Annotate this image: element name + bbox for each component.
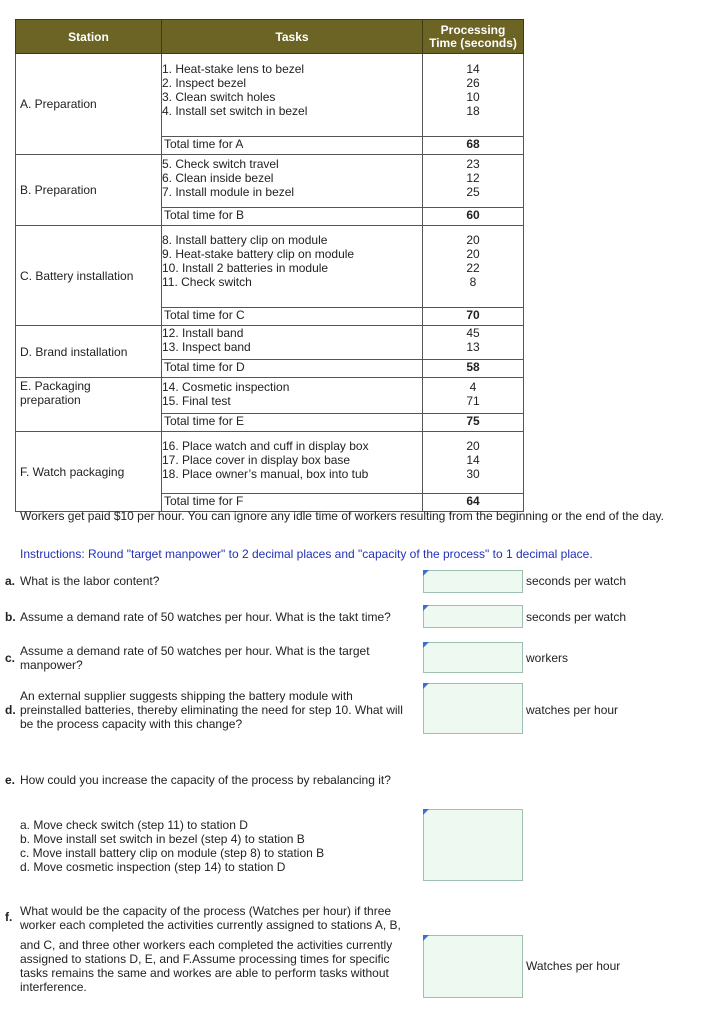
- answer-d-unit: watches per hour: [526, 703, 619, 717]
- task-time: 12: [466, 171, 480, 185]
- answer-a-unit: seconds per watch: [526, 574, 627, 588]
- station-name: D. Brand installation: [20, 344, 128, 359]
- question-f-text-bottom: and C, and three other workers each completed the activities currently assigned to stations D, E, and F.Assume processing times for specific tasks remains the same and workes are able to perform tasks without interference.: [20, 938, 393, 994]
- station-name: A. Preparation: [20, 97, 97, 111]
- station-name: C. Battery installation: [20, 268, 134, 283]
- table-row: [16, 432, 524, 494]
- table-row: [16, 226, 524, 308]
- total-value: 68: [423, 137, 524, 155]
- answer-f-input[interactable]: [423, 935, 523, 998]
- task-time: 14: [466, 62, 480, 76]
- question-f-text-top: What would be the capacity of the process (Watches per hour) if three worker each completed the activities currently assigned to stations A, B,: [20, 904, 401, 932]
- question-e-text: How could you increase the capacity of the process by rebalancing it?: [20, 773, 391, 787]
- task-time: 25: [466, 185, 480, 199]
- answer-a-input[interactable]: [423, 570, 523, 593]
- task-time: 20: [466, 439, 480, 453]
- total-label: Total time for B: [162, 208, 423, 226]
- question-a-letter: a.: [5, 574, 16, 588]
- table-row: [16, 378, 524, 414]
- header-tasks: Tasks: [162, 20, 423, 54]
- task: 8. Install battery clip on module: [162, 233, 328, 247]
- task: 4. Install set switch in bezel: [162, 104, 308, 118]
- task-time: 10: [466, 90, 480, 104]
- answer-e-input[interactable]: [423, 809, 523, 881]
- instructions: Instructions: Round "target manpower" to 2 decimal places and "capacity of the process" to 1 decimal place.: [20, 547, 593, 561]
- table-row: [16, 155, 524, 208]
- task: 14. Cosmetic inspection: [162, 380, 290, 394]
- task: 12. Install band: [162, 326, 244, 340]
- question-d-letter: d.: [5, 703, 16, 717]
- question-e-letter: e.: [5, 773, 16, 787]
- answer-b-input[interactable]: [423, 605, 523, 628]
- station-name: B. Preparation: [20, 183, 97, 197]
- option-a: a. Move check switch (step 11) to station D: [20, 818, 248, 832]
- task-time: 20: [466, 233, 480, 247]
- total-value: 75: [423, 414, 524, 432]
- task: 13. Inspect band: [162, 340, 251, 354]
- header-station: Station: [16, 20, 162, 54]
- task-time: 45: [466, 326, 480, 340]
- total-label: Total time for F: [162, 494, 423, 512]
- answer-d-input[interactable]: [423, 683, 523, 734]
- task-time: 23: [466, 157, 480, 171]
- question-b-text: Assume a demand rate of 50 watches per hour. What is the takt time?: [20, 610, 391, 624]
- task: 2. Inspect bezel: [162, 76, 247, 90]
- option-d: d. Move cosmetic inspection (step 14) to station D: [20, 860, 286, 874]
- task-time: 30: [466, 467, 480, 481]
- task-time: 8: [469, 275, 477, 289]
- task: 3. Clean switch holes: [162, 90, 276, 104]
- task: 7. Install module in bezel: [162, 185, 295, 199]
- task: 11. Check switch: [162, 275, 252, 289]
- total-label: Total time for C: [162, 308, 423, 326]
- task: 9. Heat-stake battery clip on module: [162, 247, 355, 261]
- question-c-letter: c.: [5, 651, 16, 665]
- question-c-text: Assume a demand rate of 50 watches per hour. What is the target manpower?: [20, 644, 370, 672]
- total-label: Total time for D: [162, 359, 423, 377]
- table-header-row: [16, 20, 524, 54]
- total-label: Total time for A: [162, 137, 423, 155]
- station-name: E. Packaging preparation: [20, 379, 91, 407]
- option-b: b. Move install set switch in bezel (step 4) to station B: [20, 832, 305, 846]
- answer-f-unit: Watches per hour: [526, 959, 621, 973]
- task: 17. Place cover in display box base: [162, 453, 351, 467]
- task: 16. Place watch and cuff in display box: [162, 439, 369, 453]
- task: 5. Check switch travel: [162, 157, 279, 171]
- station-task-table: [15, 19, 524, 512]
- task: 1. Heat-stake lens to bezel: [162, 62, 305, 76]
- task: 15. Final test: [162, 394, 231, 408]
- answer-c-input[interactable]: [423, 642, 523, 673]
- task: 10. Install 2 batteries in module: [162, 261, 329, 275]
- total-value: 58: [423, 359, 524, 377]
- table-row: [16, 326, 524, 360]
- question-f-letter: f.: [5, 910, 13, 924]
- option-c: c. Move install battery clip on module (step 8) to station B: [20, 846, 325, 860]
- header-processing-time: Processing Time (seconds): [423, 20, 524, 54]
- total-value: 70: [423, 308, 524, 326]
- task-time: 22: [466, 261, 480, 275]
- table-row: [16, 54, 524, 137]
- task: 18. Place owner’s manual, box into tub: [162, 467, 369, 481]
- question-e-options: [20, 818, 324, 874]
- total-label: Total time for E: [162, 414, 423, 432]
- question-b-letter: b.: [5, 610, 16, 624]
- answer-c-unit: workers: [526, 651, 569, 665]
- wage-note: Workers get paid $10 per hour. You can ignore any idle time of workers resulting from the beginning or the end of the day.: [20, 509, 664, 523]
- task-time: 13: [466, 340, 480, 354]
- total-value: 64: [423, 494, 524, 512]
- task-time: 20: [466, 247, 480, 261]
- task-time: 18: [466, 104, 480, 118]
- task: 6. Clean inside bezel: [162, 171, 274, 185]
- station-name: F. Watch packaging: [20, 464, 125, 479]
- task-time: 71: [466, 394, 480, 408]
- question-a-text: What is the labor content?: [20, 574, 160, 588]
- answer-b-unit: seconds per watch: [526, 610, 627, 624]
- total-value: 60: [423, 208, 524, 226]
- task-time: 4: [469, 380, 477, 394]
- task-time: 26: [466, 76, 480, 90]
- task-time: 14: [466, 453, 480, 467]
- question-d-text: An external supplier suggests shipping the battery module with preinstalled batteries, thereby eliminating the need for step 10. What will be the process capacity with this change?: [20, 689, 403, 731]
